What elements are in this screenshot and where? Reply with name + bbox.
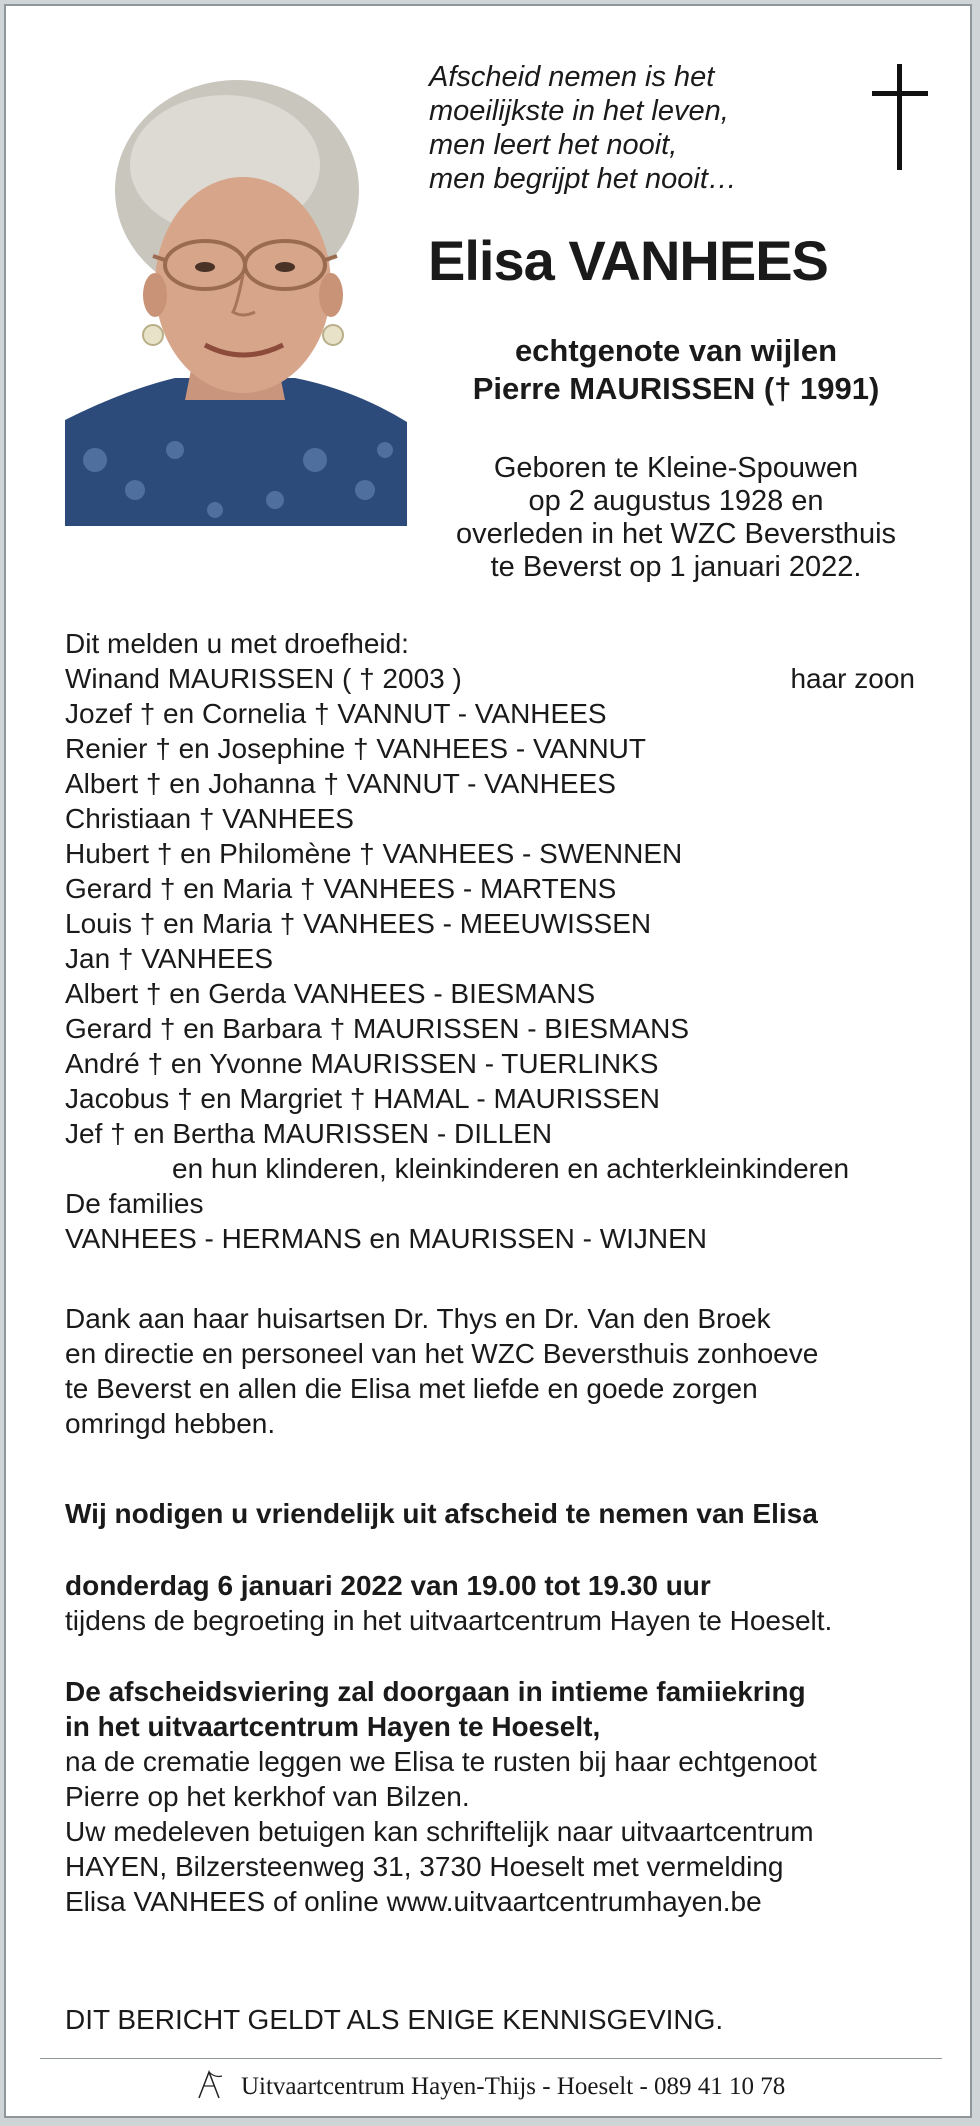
family-member: Gerard † en Maria † VANHEES - MARTENS	[65, 873, 617, 904]
birth-line: op 2 augustus 1928 en	[528, 485, 824, 517]
family-member: André † en Yvonne MAURISSEN - TUERLINKS	[65, 1048, 659, 1079]
thanks-line: te Beverst en allen die Elisa met liefde en goede zorgen	[65, 1373, 758, 1404]
thanks-line: Dank aan haar huisartsen Dr. Thys en Dr. Van den Broek	[65, 1303, 771, 1334]
families-names: VANHEES - HERMANS en MAURISSEN - WIJNEN	[65, 1223, 708, 1254]
family-member: Albert † en Gerda VANHEES - BIESMANS	[65, 978, 596, 1009]
family-member: Louis † en Maria † VANHEES - MEEUWISSEN	[65, 908, 652, 939]
invitation-line: Wij nodigen u vriendelijk uit afscheid te nemen van Elisa	[65, 1498, 818, 1529]
footer-text: Uitvaartcentrum Hayen-Thijs - Hoeselt - 089 41 10 78	[240, 2073, 786, 2100]
poem-line: men leert het nooit,	[429, 129, 678, 161]
family-intro: Dit melden u met droefheid:	[65, 628, 409, 659]
ceremony-line: in het uitvaartcentrum Hayen te Hoeselt,	[65, 1711, 601, 1742]
notice-line: DIT BERICHT GELDT ALS ENIGE KENNISGEVING.	[65, 2004, 724, 2035]
spouse-info	[426, 332, 926, 408]
invitation	[65, 1496, 925, 1531]
birth-line: te Beverst op 1 januari 2022.	[490, 551, 862, 583]
birth-death-info	[426, 452, 926, 584]
family-member: Jef † en Bertha MAURISSEN - DILLEN	[65, 1118, 553, 1149]
thanks-line: omringd hebben.	[65, 1408, 276, 1439]
family-member: Christiaan † VANHEES	[65, 803, 354, 834]
hayen-logo-icon	[195, 2073, 241, 2100]
poem-line: moeilijkste in het leven,	[429, 95, 729, 127]
family-member: Gerard † en Barbara † MAURISSEN - BIESMANS	[65, 1013, 689, 1044]
family-member: Jacobus † en Margriet † HAMAL - MAURISSEN	[65, 1083, 660, 1114]
family-member: Hubert † en Philomène † VANHEES - SWENNEN	[65, 838, 683, 869]
visitation-place: tijdens de begroeting in het uitvaartcentrum Hayen te Hoeselt.	[65, 1605, 833, 1636]
family-son	[65, 661, 925, 696]
family-member: Renier † en Josephine † VANHEES - VANNUT	[65, 733, 646, 764]
family-member: Jan † VANHEES	[65, 943, 274, 974]
poem-line: Afscheid nemen is het	[429, 61, 715, 93]
ceremony-line: De afscheidsviering zal doorgaan in intieme famiiekring	[65, 1676, 806, 1707]
portrait-photo	[65, 60, 407, 526]
condolence-line: HAYEN, Bilzersteenweg 31, 3730 Hoeselt met vermelding	[65, 1851, 784, 1882]
condolence	[65, 1814, 925, 1919]
families-label: De families	[65, 1188, 204, 1219]
ceremony-line: na de crematie leggen we Elisa te rusten bij haar echtgenoot	[65, 1746, 817, 1777]
family-children: en hun klinderen, kleinkinderen en achterkleinkinderen	[172, 1153, 850, 1184]
condolence-line: Uw medeleven betuigen kan schriftelijk naar uitvaartcentrum	[65, 1816, 814, 1847]
notice	[65, 2002, 925, 2037]
ceremony	[65, 1674, 925, 1814]
family-member: Albert † en Johanna † VANNUT - VANHEES	[65, 768, 616, 799]
poem-line: men begrijpt het nooit…	[429, 163, 737, 195]
ceremony-line: Pierre op het kerkhof van Bilzen.	[65, 1781, 470, 1812]
footer-divider	[40, 2058, 942, 2059]
son-role: haar zoon	[790, 663, 915, 694]
thanks-paragraph	[65, 1301, 925, 1441]
visitation	[65, 1568, 925, 1638]
family-member: Jozef † en Cornelia † VANNUT - VANHEES	[65, 698, 607, 729]
poem	[429, 60, 829, 196]
family-list	[65, 626, 925, 1256]
cross-icon	[872, 64, 928, 170]
condolence-line: Elisa VANHEES of online www.uitvaartcentrumhayen.be	[65, 1886, 762, 1917]
son-name: Winand MAURISSEN ( † 2003 )	[65, 663, 462, 694]
spouse-line: echtgenote van wijlen	[514, 333, 838, 368]
birth-line: overleden in het WZC Beversthuis	[455, 518, 897, 550]
thanks-line: en directie en personeel van het WZC Beversthuis zonhoeve	[65, 1338, 819, 1369]
obituary-card	[4, 4, 972, 2118]
footer	[6, 2068, 974, 2101]
birth-line: Geboren te Kleine-Spouwen	[493, 452, 859, 484]
spouse-line: Pierre MAURISSEN († 1991)	[472, 371, 880, 406]
visitation-date: donderdag 6 januari 2022 van 19.00 tot 19.30 uur	[65, 1570, 711, 1601]
deceased-name: Elisa VANHEES	[428, 229, 828, 292]
